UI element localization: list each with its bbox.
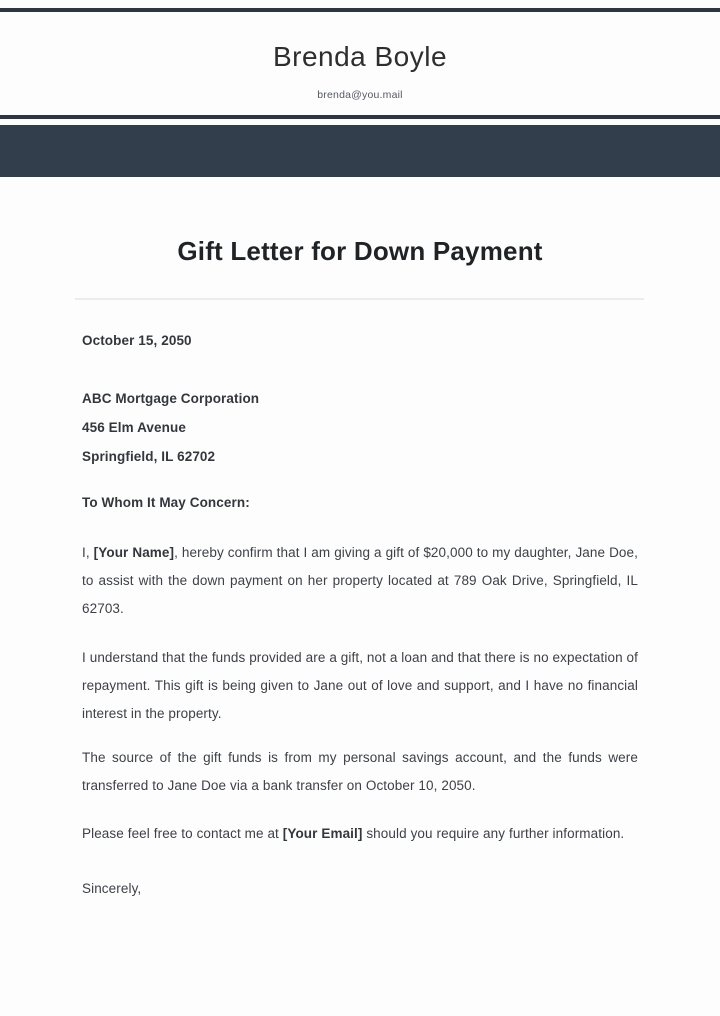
recipient-line: Springfield, IL 62702 [82, 449, 216, 464]
sender-email: brenda@you.mail [317, 89, 403, 101]
top-rule [0, 8, 720, 12]
sender-name: Brenda Boyle [272, 41, 448, 72]
paragraph-text: should you require any further information. [362, 826, 625, 841]
your-name-placeholder: [Your Name] [93, 545, 175, 560]
document-title: Gift Letter for Down Payment [177, 236, 543, 266]
recipient-address [82, 384, 638, 471]
paragraph-contact [82, 820, 638, 848]
paragraph-funds-source: The source of the gift funds is from my personal savings account, and the funds were transferred to Jane Doe via a bank transfer on October 10, 2050. [82, 750, 638, 793]
closing: Sincerely, [82, 881, 142, 896]
paragraph-text: , hereby confirm that I am giving a gift of $20,000 to my daughter, Jane Doe, to assist with the down payment on her property located at 789 Oak Drive, Springfield, IL 62703. [82, 545, 638, 616]
letterhead-rule [0, 115, 720, 119]
title-divider [75, 298, 644, 300]
recipient-line: ABC Mortgage Corporation [82, 391, 260, 406]
paragraph-no-repayment: I understand that the funds provided are a gift, not a loan and that there is no expectation of repayment. This gift is being given to Jane out of love and support, and I have no financial interest in the property. [82, 650, 638, 721]
paragraph-gift-confirmation [82, 539, 638, 623]
your-email-placeholder: [Your Email] [282, 826, 363, 841]
recipient-line: 456 Elm Avenue [82, 420, 186, 435]
letter-date: October 15, 2050 [82, 333, 192, 348]
salutation: To Whom It May Concern: [82, 495, 250, 510]
paragraph-text: I, [82, 545, 94, 560]
paragraph-text: Please feel free to contact me at [82, 826, 283, 841]
header-band [0, 125, 720, 177]
